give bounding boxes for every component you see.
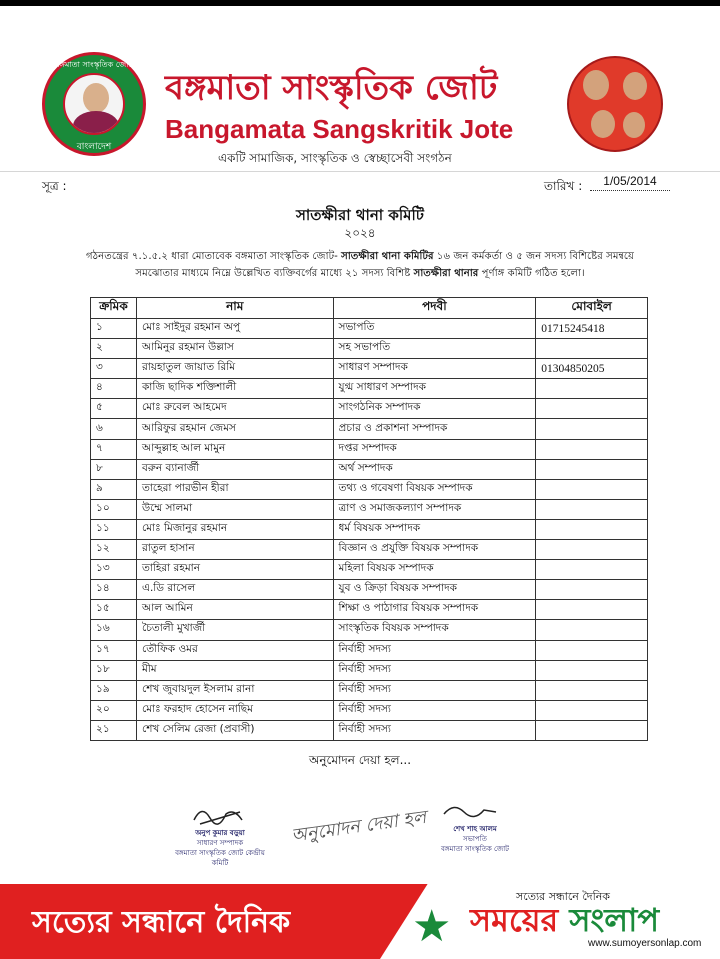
cell-mobile	[536, 620, 648, 640]
intro-text-3: পূর্ণাঙ্গ কমিটি গঠিত হলো।	[478, 268, 585, 279]
cell-serial: ৫	[91, 399, 137, 419]
org-name-english: Bangamata Sangskritik Jote	[165, 114, 514, 144]
cell-mobile	[536, 720, 648, 740]
seal-portrait	[63, 73, 125, 135]
cell-mobile	[536, 339, 648, 359]
portrait-face-1	[583, 70, 609, 100]
table-row	[91, 359, 648, 379]
table-row	[91, 519, 648, 539]
cell-name: শেখ সেলিম রেজা (প্রবাসী)	[136, 720, 333, 740]
cell-designation: অর্থ সম্পাদক	[333, 459, 536, 479]
intro-paragraph	[70, 248, 650, 282]
signature-scrawl-right	[440, 800, 500, 822]
cell-mobile	[536, 700, 648, 720]
seal-text-top: বঙ্গমাতা সাংস্কৃতিক জোট	[55, 60, 133, 69]
cell-serial: ১০	[91, 499, 137, 519]
cell-designation: সাধারণ সম্পাদক	[333, 359, 536, 379]
cell-mobile	[536, 580, 648, 600]
cell-name: আরিফুর রহমান জেমস	[136, 419, 333, 439]
star-icon: ★	[412, 901, 452, 952]
cell-name: মোঃ মিজানুর রহমান	[136, 519, 333, 539]
table-row	[91, 640, 648, 660]
cell-designation: নির্বাহী সদস্য	[333, 680, 536, 700]
cell-serial: ৪	[91, 379, 137, 399]
intro-text-2: ১৬ জন কর্মকর্তা ও ৫ জন সদস্য বিশিষ্টের সমন্বয়ে সমঝোতার মাধ্যমে নিম্নে উল্লেখিত ব্যক্তিবর্গের মাধ্যে ২১ সদস্য বিশিষ্ট	[135, 251, 634, 279]
cell-serial: ৬	[91, 419, 137, 439]
cell-name: আব্দুল্লাহ আল মামুন	[136, 439, 333, 459]
cell-mobile	[536, 459, 648, 479]
table-row	[91, 419, 648, 439]
cell-name: চৈতালী মুখার্জী	[136, 620, 333, 640]
signature-right	[420, 824, 530, 854]
cell-mobile	[536, 479, 648, 499]
letterhead	[0, 6, 720, 172]
cell-mobile	[536, 519, 648, 539]
seal-text-bottom: বাংলাদেশ	[76, 142, 112, 152]
cell-serial: ২	[91, 339, 137, 359]
cell-serial: ১৯	[91, 680, 137, 700]
cell-designation: যুব ও ক্রিড়া বিষয়ক সম্পাদক	[333, 580, 536, 600]
leaders-portrait-image	[567, 56, 663, 152]
cell-designation: দপ্তর সম্পাদক	[333, 439, 536, 459]
signature-left-org: বঙ্গমাতা সাংস্কৃতিক জোট কেন্দ্রীয় কমিটি	[175, 849, 265, 867]
cell-serial: ১৪	[91, 580, 137, 600]
cell-name: তাহেরা পারভীন হীরা	[136, 479, 333, 499]
header-mobile: মোবাইল	[536, 298, 648, 319]
cell-mobile	[536, 419, 648, 439]
newspaper-logo	[470, 900, 659, 940]
cell-serial: ৩	[91, 359, 137, 379]
cell-name: শেখ জুবায়দুল ইসলাম রানা	[136, 680, 333, 700]
signature-scrawl-left	[190, 800, 250, 830]
table-header-row	[91, 298, 648, 319]
cell-designation: ধর্ম বিষয়ক সম্পাদক	[333, 519, 536, 539]
header-designation: পদবী	[333, 298, 536, 319]
handwritten-approval	[286, 800, 436, 870]
table-row	[91, 620, 648, 640]
cell-serial: ১১	[91, 519, 137, 539]
table-row	[91, 499, 648, 519]
cell-serial: ৭	[91, 439, 137, 459]
cell-designation: শিক্ষা ও পাঠাগার বিষয়ক সম্পাদক	[333, 600, 536, 620]
table-row	[91, 540, 648, 560]
cell-designation: নির্বাহী সদস্য	[333, 640, 536, 660]
cell-mobile: 01304850205	[536, 359, 648, 379]
signature-left-name: অনুপ কুমার বড়ুয়া	[195, 829, 245, 837]
logo-tagline: সত্যের সন্ধানে দৈনিক	[516, 890, 610, 903]
cell-designation: যুগ্ম সাধারণ সম্পাদক	[333, 379, 536, 399]
table-row	[91, 660, 648, 680]
cell-serial: ১৬	[91, 620, 137, 640]
table-row	[91, 720, 648, 740]
cell-name: রাতুল হাসান	[136, 540, 333, 560]
portrait-body	[73, 111, 119, 135]
committee-title: সাতক্ষীরা থানা কমিটি	[296, 206, 424, 224]
cell-name: মোঃ রুবেল আহমেদ	[136, 399, 333, 419]
cell-name: মোঃ সাইদুর রহমান অপু	[136, 319, 333, 339]
cell-serial: ১২	[91, 540, 137, 560]
cell-mobile	[536, 499, 648, 519]
signature-left-title: সাধারণ সম্পাদক	[196, 839, 244, 847]
cell-mobile	[536, 399, 648, 419]
cell-name: কাজি ছাদিক শক্তিশালী	[136, 379, 333, 399]
portrait-face-4	[623, 112, 645, 138]
cell-mobile	[536, 379, 648, 399]
cell-name: এ.ডি রাসেল	[136, 580, 333, 600]
logo-part-1: সময়ের	[470, 901, 559, 939]
table-row	[91, 399, 648, 419]
cell-mobile	[536, 660, 648, 680]
cell-name: তৌফিক ওমর	[136, 640, 333, 660]
cell-serial: ১	[91, 319, 137, 339]
portrait-face-3	[591, 110, 615, 138]
cell-name: আমিনুর রহমান উল্লাস	[136, 339, 333, 359]
cell-designation: তথ্য ও গবেষণা বিষয়ক সম্পাদক	[333, 479, 536, 499]
approval-note: অনুমোদন দেয়া হল...	[308, 753, 412, 767]
table-row	[91, 560, 648, 580]
cell-serial: ২০	[91, 700, 137, 720]
cell-serial: ১৩	[91, 560, 137, 580]
cell-mobile	[536, 640, 648, 660]
cell-mobile: 01715245418	[536, 319, 648, 339]
org-name-bangla: বঙ্গমাতা সাংস্কৃতিক জোট	[165, 68, 498, 108]
cell-designation: সহ সভাপতি	[333, 339, 536, 359]
table-row	[91, 479, 648, 499]
cell-designation: নির্বাহী সদস্য	[333, 720, 536, 740]
cell-serial: ৯	[91, 479, 137, 499]
cell-designation: সাংগঠনিক সম্পাদক	[333, 399, 536, 419]
cell-mobile	[536, 439, 648, 459]
signature-left	[170, 828, 270, 868]
cell-designation: সভাপতি	[333, 319, 536, 339]
table-body	[91, 319, 648, 741]
header-name: নাম	[136, 298, 333, 319]
cell-name: বরুন ব্যানার্জী	[136, 459, 333, 479]
table-row	[91, 439, 648, 459]
date-value: 1/05/2014	[590, 174, 670, 191]
organization-seal-logo	[42, 52, 146, 156]
org-tagline: একটি সামাজিক, সাংস্কৃতিক ও স্বেচ্ছাসেবী সংগঠন	[218, 151, 452, 165]
cell-name: উম্মে সালমা	[136, 499, 333, 519]
cell-designation: বিজ্ঞান ও প্রযুক্তি বিষয়ক সম্পাদক	[333, 540, 536, 560]
header-serial: ক্রমিক	[91, 298, 137, 319]
cell-mobile	[536, 600, 648, 620]
cell-serial: ৮	[91, 459, 137, 479]
logo-url: www.sumoyersonlap.com	[588, 938, 702, 949]
handwritten-approval-text: অনুমোদন দেয়া হল	[290, 806, 428, 847]
intro-bold-1: সাতক্ষীরা থানা কমিটির	[341, 251, 434, 262]
cell-designation: সাংস্কৃতিক বিষয়ক সম্পাদক	[333, 620, 536, 640]
table-row	[91, 700, 648, 720]
table-row	[91, 459, 648, 479]
table-row	[91, 319, 648, 339]
cell-designation: নির্বাহী সদস্য	[333, 660, 536, 680]
table-row	[91, 600, 648, 620]
portrait-face-2	[623, 72, 647, 100]
table-row	[91, 379, 648, 399]
cell-serial: ১৮	[91, 660, 137, 680]
signature-right-name: শেখ শাহ আলম	[453, 825, 497, 833]
signature-right-org: বঙ্গমাতা সাংস্কৃতিক জোট	[441, 845, 509, 853]
cell-name: রায়হাতুল জায়াত রিমি	[136, 359, 333, 379]
cell-designation: ত্রাণ ও সমাজকল্যাণ সম্পাদক	[333, 499, 536, 519]
members-table	[90, 297, 648, 741]
cell-mobile	[536, 680, 648, 700]
table-row	[91, 339, 648, 359]
cell-serial: ২১	[91, 720, 137, 740]
reference-label: সূত্র :	[42, 179, 67, 193]
logo-part-2: সংলাপ	[569, 901, 660, 939]
banner-headline: সত্যের সন্ধানে দৈনিক	[32, 905, 291, 940]
intro-bold-2: সাতক্ষীরা থানার	[413, 268, 479, 279]
committee-year: ২০২৪	[344, 226, 376, 240]
intro-text-1: গঠনতন্ত্রের ৭.১.৫.২ ধারা মোতাবেক বঙ্গমাতা সাংস্কৃতিক জোট-	[86, 251, 342, 262]
cell-name: মীম	[136, 660, 333, 680]
cell-designation: প্রচার ও প্রকাশনা সম্পাদক	[333, 419, 536, 439]
table-row	[91, 680, 648, 700]
cell-serial: ১৭	[91, 640, 137, 660]
cell-serial: ১৫	[91, 600, 137, 620]
cell-name: তাহিরা রহমান	[136, 560, 333, 580]
cell-mobile	[536, 540, 648, 560]
cell-designation: মহিলা বিষয়ক সম্পাদক	[333, 560, 536, 580]
cell-name: আল আমিন	[136, 600, 333, 620]
cell-name: মোঃ ফরহাদ হোসেন নাছিম	[136, 700, 333, 720]
date-label: তারিখ :	[544, 179, 583, 193]
cell-mobile	[536, 560, 648, 580]
signature-right-title: সভাপতি	[463, 835, 487, 843]
table-row	[91, 580, 648, 600]
portrait-face	[83, 83, 109, 113]
cell-designation: নির্বাহী সদস্য	[333, 700, 536, 720]
